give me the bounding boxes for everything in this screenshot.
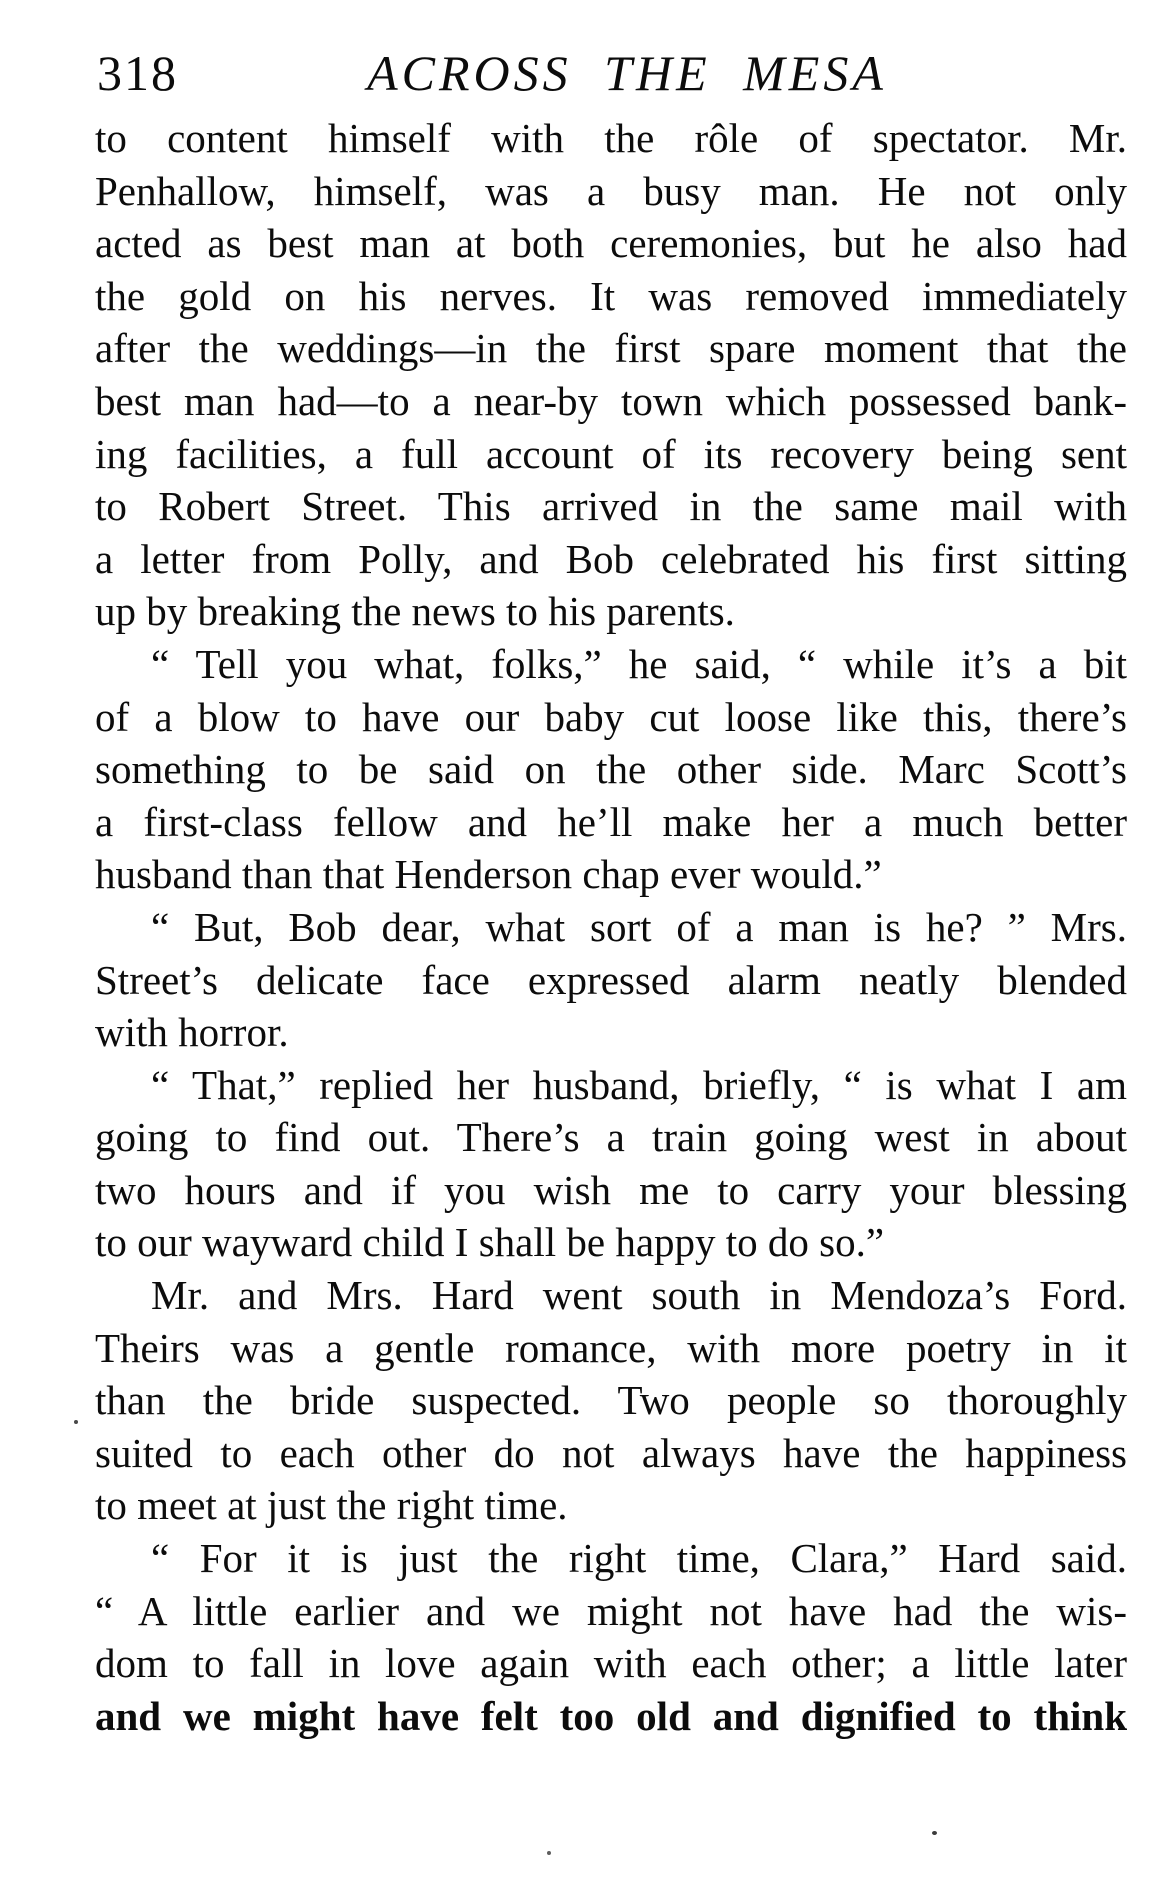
- page-header: [95, 46, 1127, 102]
- paragraph: [95, 112, 1127, 638]
- text-line: husband than that Henderson chap ever would.”: [95, 851, 882, 898]
- paragraph: [95, 1059, 1127, 1269]
- running-title: ACROSS THE MESA: [367, 45, 887, 101]
- scan-speck: [74, 1420, 78, 1424]
- text-line: to meet at just the right time.: [95, 1482, 568, 1529]
- text-line: to Robert Street. This arrived in the same mail with: [95, 483, 1127, 530]
- text-line: up by breaking the news to his parents.: [95, 588, 735, 635]
- text-line: than the bride suspected. Two people so thoroughly: [95, 1377, 1127, 1424]
- text-line: two hours and if you wish me to carry your blessing: [95, 1166, 1127, 1213]
- text-line: acted as best man at both ceremonies, but he also had: [95, 220, 1127, 267]
- text-line: “ That,” replied her husband, briefly, “ is what I am: [151, 1061, 1127, 1108]
- text-line: a first-class fellow and he’ll make her a much better: [95, 798, 1127, 845]
- text-line: to content himself with the rôle of spectator. Mr.: [95, 115, 1127, 161]
- text-line: something to be said on the other side. Marc Scott’s: [95, 746, 1127, 793]
- text-block: [95, 112, 1127, 1742]
- text-line: and we might have felt too old and dignified to think: [95, 1692, 1127, 1739]
- text-line: “ Tell you what, folks,” he said, “ while it’s a bit: [151, 640, 1127, 687]
- paragraph: [95, 1269, 1127, 1532]
- page-number: 318: [97, 45, 178, 101]
- text-line: Street’s delicate face expressed alarm neatly blended: [95, 956, 1127, 1003]
- text-line: of a blow to have our baby cut loose like this, there’s: [95, 693, 1127, 740]
- text-line: a letter from Polly, and Bob celebrated his first sitting: [95, 535, 1127, 582]
- text-line: “ For it is just the right time, Clara,” Hard said.: [151, 1535, 1127, 1582]
- text-line: going to find out. There’s a train going west in about: [95, 1114, 1127, 1161]
- scan-speck: [547, 1851, 551, 1855]
- text-line: dom to fall in love again with each other; a little later: [95, 1640, 1127, 1687]
- text-line: “ But, Bob dear, what sort of a man is he? ” Mrs.: [151, 903, 1127, 950]
- text-line: “ A little earlier and we might not have had the wis-: [95, 1587, 1127, 1634]
- text-line: the gold on his nerves. It was removed immediately: [95, 272, 1127, 319]
- text-line: Mr. and Mrs. Hard went south in Mendoza’s Ford.: [151, 1272, 1127, 1319]
- text-line: best man had—to a near-by town which possessed bank-: [95, 377, 1127, 424]
- text-line: Theirs was a gentle romance, with more poetry in it: [95, 1324, 1127, 1371]
- scan-speck: [932, 1831, 937, 1835]
- paragraph: [95, 901, 1127, 1059]
- text-line: to our wayward child I shall be happy to do so.”: [95, 1219, 885, 1266]
- text-line: suited to each other do not always have the happiness: [95, 1429, 1127, 1476]
- text-line: after the weddings—in the first spare moment that the: [95, 325, 1127, 372]
- text-line: Penhallow, himself, was a busy man. He not only: [95, 167, 1127, 214]
- paragraph: [95, 638, 1127, 901]
- text-line: ing facilities, a full account of its recovery being sent: [95, 430, 1127, 477]
- paragraph: [95, 1532, 1127, 1742]
- text-line: with horror.: [95, 1009, 289, 1056]
